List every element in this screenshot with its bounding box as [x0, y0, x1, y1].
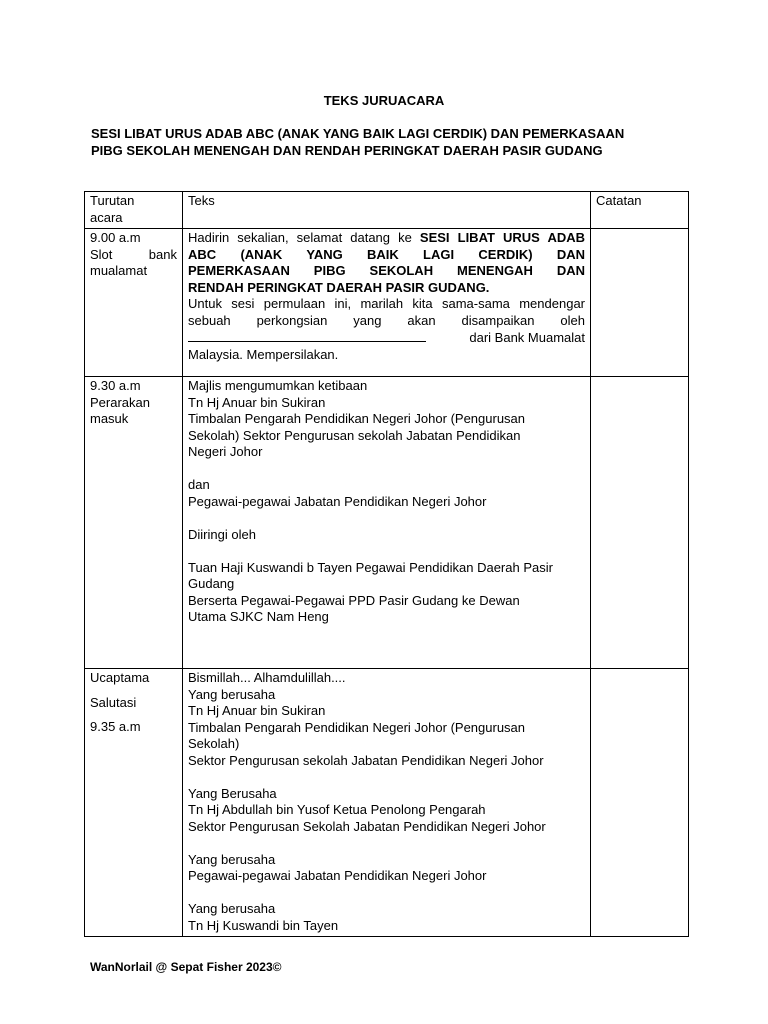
header-turutan-acara: [85, 192, 183, 229]
row2-time: 9.30 a.m: [90, 378, 141, 393]
text-line: Sekolah): [188, 736, 240, 751]
header-catatan: Catatan: [591, 192, 689, 229]
text-line: Utama SJKC Nam Heng: [188, 609, 329, 624]
row3-label-ucaptama: Ucaptama: [90, 670, 150, 685]
header-teks: Teks: [183, 192, 591, 229]
text-line: Yang Berusaha: [188, 785, 277, 801]
row1-event-name-1: SESI LIBAT URUS ADAB: [419, 230, 586, 245]
text-line: Majlis mengumumkan ketibaan: [188, 378, 368, 393]
row1-slot-line: [90, 247, 177, 264]
row2-label-2: masuk: [90, 411, 129, 426]
row1-catatan-cell: [591, 229, 689, 377]
row1-time: 9.00 a.m: [90, 230, 141, 245]
table-row: [85, 669, 689, 937]
document-subtitle: [91, 125, 691, 159]
row3-catatan-cell: [591, 669, 689, 937]
text-line: Timbalan Pengarah Pendidikan Negeri Johor (Pengurusan: [188, 411, 526, 426]
footer-credit: WanNorlail @ Sepat Fisher 2023©: [90, 960, 282, 974]
row3-label-salutasi: Salutasi: [90, 694, 137, 710]
row1-para2-line4: Malaysia. Mempersilakan.: [188, 346, 339, 362]
row1-event-name-3: PEMERKASAAN PIBG SEKOLAH MENENGAH DAN: [188, 263, 585, 278]
table-header-row: [85, 192, 689, 229]
text-line: Yang berusaha: [188, 686, 276, 702]
text-line: Pegawai-pegawai Jabatan Pendidikan Negeri Johor: [188, 868, 487, 883]
subtitle-line-2: PIBG SEKOLAH MENENGAH DAN RENDAH PERINGKAT DAERAH PASIR GUDANG: [91, 143, 603, 158]
row2-label-1: Perarakan: [90, 394, 150, 410]
text-line: Sekolah) Sektor Pengurusan sekolah Jabatan Pendidikan: [188, 427, 521, 443]
speaker-blank-line: [188, 329, 426, 342]
subtitle-line-1: SESI LIBAT URUS ADAB ABC (ANAK YANG BAIK LAGI CERDIK) DAN PEMERKASAAN: [91, 126, 625, 141]
row1-greeting: Hadirin sekalian, selamat datang ke: [188, 230, 420, 245]
table-row: [85, 377, 689, 669]
text-line: Pegawai-pegawai Jabatan Pendidikan Negeri Johor: [188, 493, 487, 509]
row1-event-name-4: RENDAH PERINGKAT DAERAH PASIR GUDANG.: [188, 279, 490, 295]
programme-table: [84, 191, 689, 937]
row1-slot-word: Slot: [90, 246, 113, 262]
row1-label: mualamat: [90, 263, 148, 278]
text-line: Diiringi oleh: [188, 526, 256, 542]
header-acara-text: acara: [90, 209, 123, 225]
table-row: [85, 229, 689, 377]
text-line: Bismillah... Alhamdulillah....: [188, 670, 346, 685]
row1-bank-name: dari Bank Muamalat: [469, 330, 585, 345]
text-line: Timbalan Pengarah Pendidikan Negeri Johor (Pengurusan: [188, 719, 526, 735]
row1-teks-cell: [183, 229, 591, 377]
row1-turutan-cell: [85, 229, 183, 377]
text-line: Sektor Pengurusan Sekolah Jabatan Pendidikan Negeri Johor: [188, 818, 546, 834]
row3-turutan-cell: [85, 669, 183, 937]
text-line: Tn Hj Anuar bin Sukiran: [188, 703, 326, 718]
text-line: Yang berusaha: [188, 851, 276, 867]
text-line: Tn Hj Anuar bin Sukiran: [188, 394, 326, 410]
row3-teks-cell: [183, 669, 591, 937]
text-line: Gudang: [188, 576, 235, 591]
row1-para2-line3: [188, 329, 585, 347]
text-line: Tuan Haji Kuswandi b Tayen Pegawai Pendidikan Daerah Pasir: [188, 559, 553, 575]
header-turutan-text: Turutan: [90, 193, 135, 208]
row3-time: 9.35 a.m: [90, 719, 141, 734]
text-line: Berserta Pegawai-Pegawai PPD Pasir Gudang ke Dewan: [188, 592, 520, 608]
row1-para2-line1: Untuk sesi permulaan ini, marilah kita sama-sama mendengar: [188, 296, 585, 311]
row1-bank-word: bank: [148, 246, 177, 262]
text-line: Tn Hj Kuswandi bin Tayen: [188, 917, 339, 933]
text-line: Negeri Johor: [188, 444, 263, 459]
row2-catatan-cell: [591, 377, 689, 669]
text-line: dan: [188, 477, 210, 492]
row1-para2-line2: sebuah perkongsian yang akan disampaikan oleh: [188, 312, 585, 328]
row1-para1-line1: [188, 230, 585, 247]
text-line: Yang berusaha: [188, 901, 276, 916]
text-line: Tn Hj Abdullah bin Yusof Ketua Penolong Pengarah: [188, 802, 486, 817]
document-title: TEKS JURUACARA: [323, 93, 445, 108]
row2-teks-cell: [183, 377, 591, 669]
text-line: Sektor Pengurusan sekolah Jabatan Pendidikan Negeri Johor: [188, 752, 544, 768]
row1-event-name-2: ABC (ANAK YANG BAIK LAGI CERDIK) DAN: [188, 246, 585, 262]
row2-turutan-cell: [85, 377, 183, 669]
